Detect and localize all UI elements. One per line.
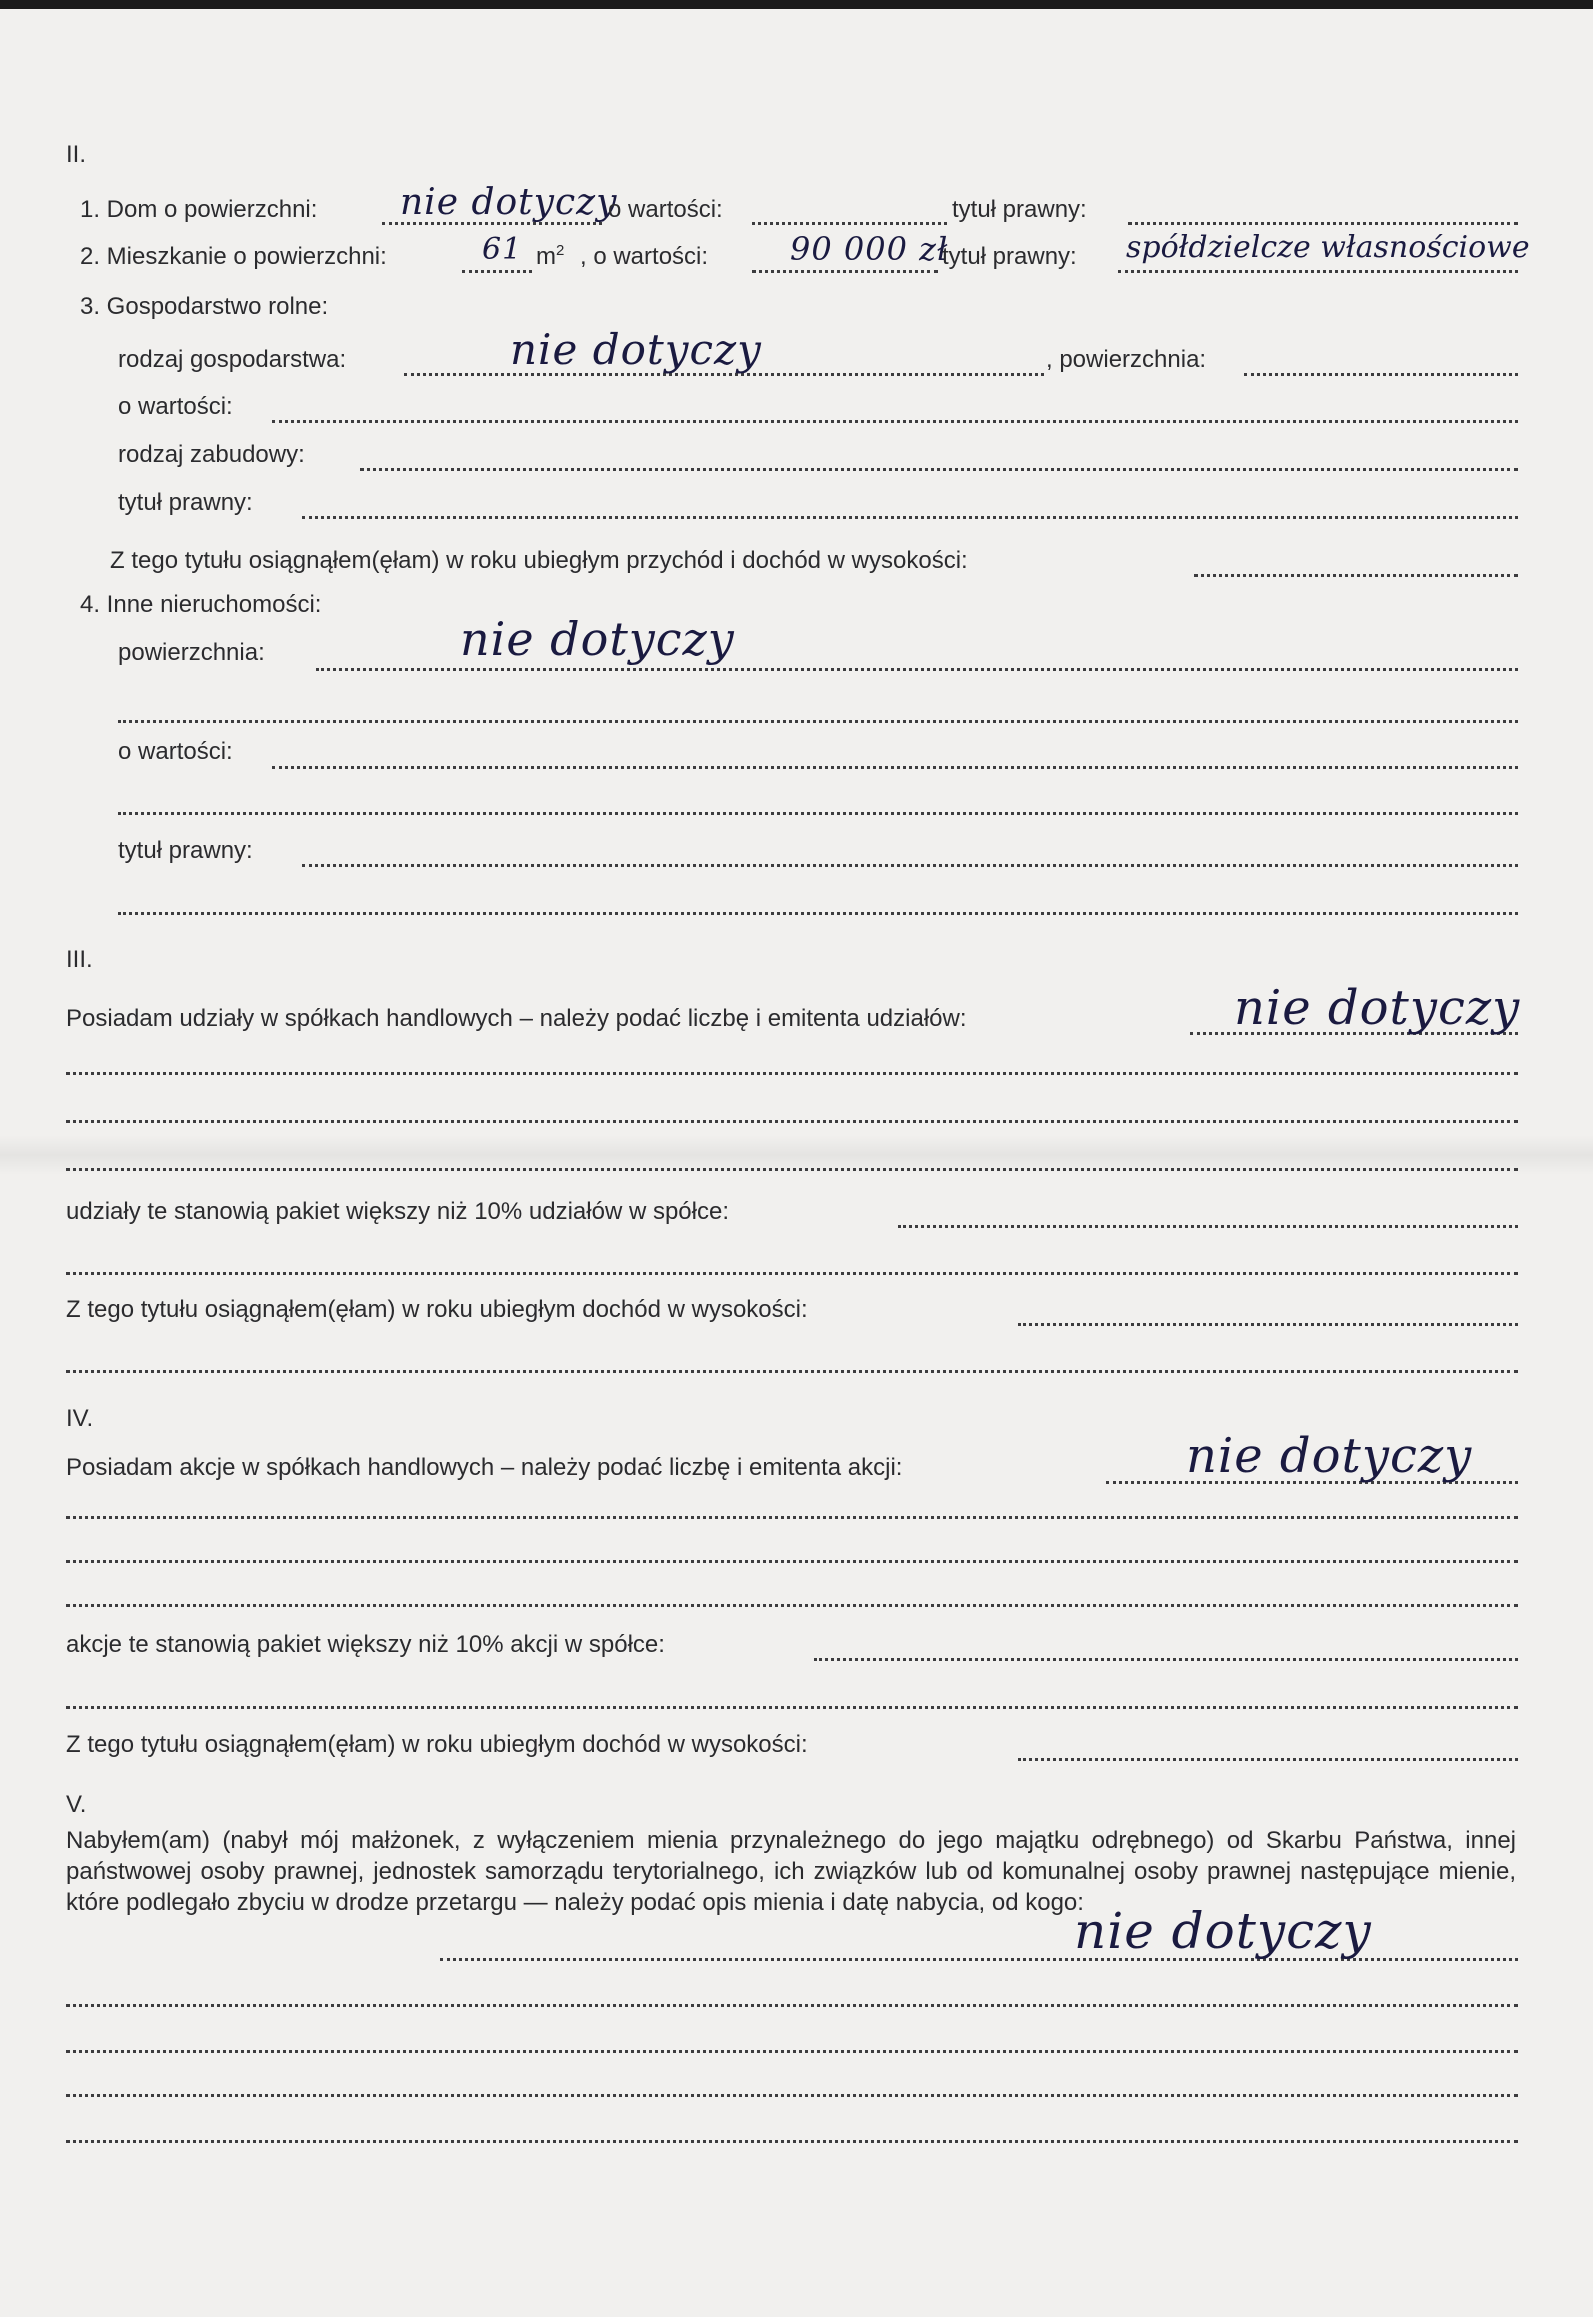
scan-top-edge bbox=[0, 0, 1593, 9]
shares-income-line-2[interactable] bbox=[66, 1370, 1518, 1373]
stock-pakiet-line-2[interactable] bbox=[66, 1706, 1518, 1709]
section-v-heading: V. bbox=[66, 1791, 87, 1818]
shares-line-4[interactable] bbox=[66, 1168, 1518, 1171]
farm-value-line[interactable] bbox=[272, 420, 1518, 423]
flat-title: spółdzielcze własnościowe bbox=[1126, 230, 1530, 265]
stock-answer: nie dotyczy bbox=[1186, 1428, 1473, 1484]
stock-income-line[interactable] bbox=[1018, 1758, 1518, 1761]
flat-unit: $m^2$ bbox=[536, 242, 565, 270]
section-ii-heading: II. bbox=[66, 141, 87, 168]
flat-title-label: tytuł prawny: bbox=[942, 243, 1077, 270]
house-title-line[interactable] bbox=[1128, 222, 1518, 225]
acquisition-line-3[interactable] bbox=[66, 2050, 1518, 2053]
other-property-label: 4. Inne nieruchomości: bbox=[80, 591, 322, 618]
acquisition-line-2[interactable] bbox=[66, 2004, 1518, 2007]
acquisition-answer: nie dotyczy bbox=[1074, 1902, 1372, 1960]
farm-type-label: rodzaj gospodarstwa: bbox=[118, 346, 347, 373]
farm-title-line[interactable] bbox=[302, 516, 1518, 519]
other-value-line[interactable] bbox=[272, 766, 1518, 769]
shares-label: Posiadam udziały w spółkach handlowych – należy podać liczbę i emitenta udziałów: bbox=[66, 1005, 967, 1032]
house-value-label: o wartości: bbox=[608, 196, 723, 223]
flat-title-line[interactable] bbox=[1118, 270, 1518, 273]
flat-value: 90 000 zł bbox=[790, 230, 949, 268]
shares-income-line[interactable] bbox=[1018, 1323, 1518, 1326]
acquisition-line-5[interactable] bbox=[66, 2140, 1518, 2143]
other-value-label: o wartości: bbox=[118, 738, 233, 765]
farm-area-line[interactable] bbox=[1244, 373, 1518, 376]
other-value-line-2[interactable] bbox=[118, 812, 1518, 815]
section-iii-heading: III. bbox=[66, 946, 93, 973]
farm-label: 3. Gospodarstwo rolne: bbox=[80, 293, 329, 320]
other-title-label: tytuł prawny: bbox=[118, 837, 253, 864]
house-answer: nie dotyczy bbox=[400, 182, 618, 223]
other-title-line[interactable] bbox=[302, 864, 1518, 867]
stock-pakiet-label: akcje te stanowią pakiet większy niż 10% akcji w spółce: bbox=[66, 1631, 665, 1658]
other-answer: nie dotyczy bbox=[460, 612, 735, 666]
shares-answer: nie dotyczy bbox=[1234, 980, 1521, 1036]
flat-value-label: , o wartości: bbox=[580, 243, 709, 270]
farm-buildings-label: rodzaj zabudowy: bbox=[118, 441, 305, 468]
stock-line-2[interactable] bbox=[66, 1516, 1518, 1519]
flat-area-label: 2. Mieszkanie o powierzchni: bbox=[80, 243, 387, 270]
farm-income-line[interactable] bbox=[1194, 574, 1518, 577]
farm-area-label: , powierzchnia: bbox=[1046, 346, 1207, 373]
shares-pakiet-label: udziały te stanowią pakiet większy niż 10% udziałów w spółce: bbox=[66, 1198, 729, 1225]
flat-value-line[interactable] bbox=[752, 270, 938, 273]
house-value-line[interactable] bbox=[752, 222, 947, 225]
other-area-line-2[interactable] bbox=[118, 720, 1518, 723]
house-title-label: tytuł prawny: bbox=[952, 196, 1087, 223]
flat-area-value: 61 bbox=[482, 232, 523, 267]
section-v-text: Nabyłem(am) (nabył mój małżonek, z wyłączeniem mienia przynależnego do jego majątku odrębnego) od Skarbu Państwa, innej państwowej osoby prawnej, jednostek samorządu terytorialnego, ich związków lub od komunalnej osoby prawnej następujące mienie, które podlegało zbyciu w drodze przetargu — należy podać opis mienia i datę nabycia, od kogo: bbox=[66, 1827, 1516, 1916]
other-title-line-2[interactable] bbox=[118, 912, 1518, 915]
shares-pakiet-line[interactable] bbox=[898, 1225, 1518, 1228]
shares-line-2[interactable] bbox=[66, 1072, 1518, 1075]
flat-area-line[interactable] bbox=[462, 270, 532, 273]
shares-pakiet-line-2[interactable] bbox=[66, 1272, 1518, 1275]
farm-title-label: tytuł prawny: bbox=[118, 489, 253, 516]
stock-line-4[interactable] bbox=[66, 1604, 1518, 1607]
shares-income-label: Z tego tytułu osiągnąłem(ęłam) w roku ubiegłym dochód w wysokości: bbox=[66, 1296, 808, 1323]
other-area-line[interactable] bbox=[316, 668, 1518, 671]
farm-value-label: o wartości: bbox=[118, 393, 233, 420]
section-iv-heading: IV. bbox=[66, 1405, 94, 1432]
stock-pakiet-line[interactable] bbox=[814, 1658, 1518, 1661]
shares-line-3[interactable] bbox=[66, 1120, 1518, 1123]
other-area-label: powierzchnia: bbox=[118, 639, 265, 666]
farm-income-label: Z tego tytułu osiągnąłem(ęłam) w roku ubiegłym przychód i dochód w wysokości: bbox=[110, 547, 968, 574]
farm-buildings-line[interactable] bbox=[360, 468, 1518, 471]
stock-label: Posiadam akcje w spółkach handlowych – należy podać liczbę i emitenta akcji: bbox=[66, 1454, 903, 1481]
farm-answer: nie dotyczy bbox=[510, 325, 762, 374]
stock-income-label: Z tego tytułu osiągnąłem(ęłam) w roku ubiegłym dochód w wysokości: bbox=[66, 1731, 808, 1758]
acquisition-line-4[interactable] bbox=[66, 2094, 1518, 2097]
house-area-label: 1. Dom o powierzchni: bbox=[80, 196, 318, 223]
stock-line-3[interactable] bbox=[66, 1560, 1518, 1563]
